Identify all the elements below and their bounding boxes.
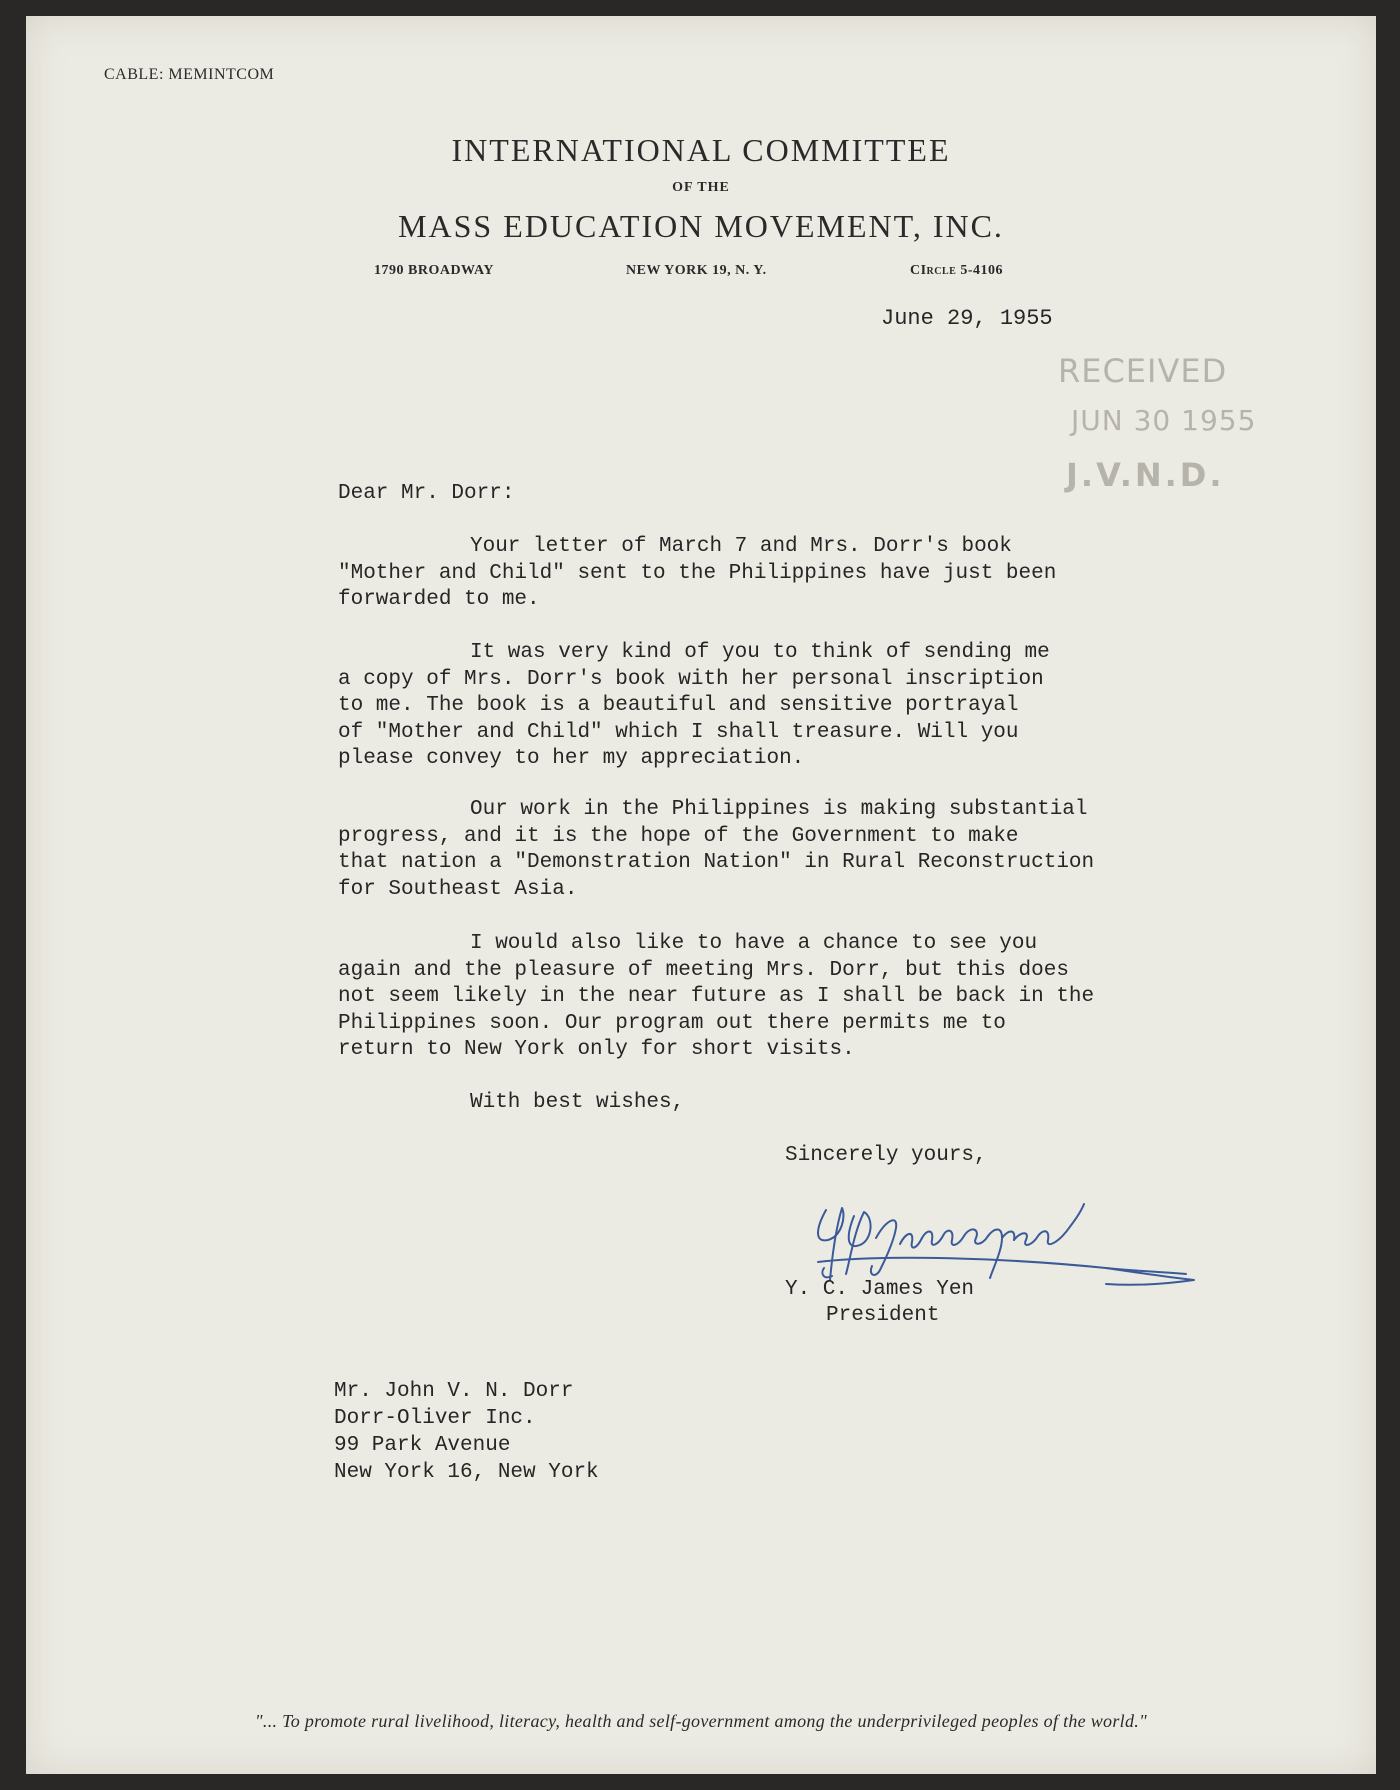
salutation: Dear Mr. Dorr: (338, 482, 515, 505)
letterhead-org-line1: INTERNATIONAL COMMITTEE (451, 132, 951, 168)
footer-motto: "... To promote rural livelihood, literacy, health and self-government among the underprivileged peoples of the world." (255, 1711, 1147, 1731)
letterhead-org-line2: MASS EDUCATION MOVEMENT, INC. (398, 208, 1004, 244)
sign-off: Sincerely yours, (785, 1144, 987, 1167)
letterhead-phone: CIrcle 5-4106 (910, 263, 1004, 278)
paragraph-text: It was very kind of you to think of sending me a copy of Mrs. Dorr's book with her personal inscription to me. The book is a beautiful and sensitive portrayal of "Mother and Child" which I shall treasure. Will you please convey to her my appreciation. (338, 641, 1050, 770)
paragraph-text: Your letter of March 7 and Mrs. Dorr's book "Mother and Child" sent to the Philippines have just been forwarded to me. (338, 535, 1057, 611)
recipient-line: New York 16, New York (334, 1461, 599, 1484)
recipient-line: Dorr-Oliver Inc. (334, 1407, 536, 1430)
received-stamp-initials: J.V.N.D. (1066, 456, 1225, 494)
body-paragraph-4 (338, 931, 1198, 1064)
handwritten-signature (806, 1188, 1286, 1288)
cable-address: CABLE: MEMINTCOM (104, 66, 275, 83)
signer-name: Y. C. James Yen (785, 1278, 975, 1301)
letter-date: June 29, 1955 (881, 306, 1053, 331)
letter-sheet (26, 16, 1376, 1774)
letterhead-city: NEW YORK 19, N. Y. (626, 263, 767, 278)
body-paragraph-1 (338, 534, 1198, 614)
closing-wishes: With best wishes, (470, 1091, 685, 1114)
recipient-line: Mr. John V. N. Dorr (334, 1380, 574, 1403)
received-stamp-line1: RECEIVED (1058, 352, 1228, 390)
signer-title: President (826, 1304, 940, 1327)
recipient-address (334, 1378, 934, 1486)
body-paragraph-2 (338, 640, 1198, 773)
paragraph-text: Our work in the Philippines is making substantial progress, and it is the hope of the Government to make that nation a "Demonstration Nation" in Rural Reconstruction for Southeast Asia. (338, 798, 1095, 901)
letterhead-street: 1790 BROADWAY (374, 263, 494, 278)
received-stamp-date: JUN 30 1955 (1071, 404, 1257, 437)
body-paragraph-3 (338, 797, 1198, 903)
letterhead-of-the: OF THE (672, 180, 730, 195)
recipient-line: 99 Park Avenue (334, 1434, 511, 1457)
paragraph-text: I would also like to have a chance to see you again and the pleasure of meeting Mrs. Dorr, but this does not seem likely in the near future as I shall be back in the Philippines soon. Our program out there permits me to return to New York only for short visits. (338, 932, 1095, 1061)
